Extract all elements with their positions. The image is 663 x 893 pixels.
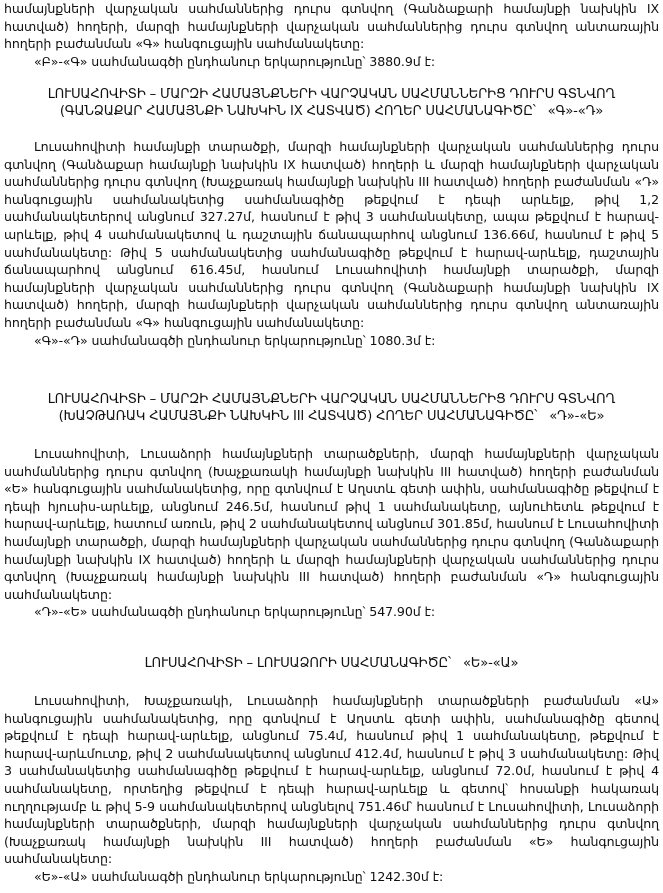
section-g-d (4, 86, 659, 349)
heading-line-2: (ԽԱՉԹԱՌԱԿ ՀԱՄԱՅՆՔԻ ՆԱԽԿԻՆ III ՀԱՏՎԱԾ) ՀՈՂԵՐ ՍԱՀՄԱՆԱԳԻԾԸ՝ (58, 409, 538, 424)
section-heading (4, 391, 659, 425)
intro-paragraph: համայնքների վարչական սահմաններից դուրս գտնվող (Գանձաքարի համայնքի նախկին IX հատված) հողերի, մարզի համայնքների վարչական սահմաններից դուրս գտնվող անտառային հողերի բաժանման «Գ» հանգուցային սահմանակետը: (4, 1, 659, 52)
intro-length-line: «Բ»-«Գ» սահմանագծի ընդհանուր երկարությունը՝ 3880.9մ է: (34, 53, 436, 69)
section-paragraph: Լուսահովիտի համայնքի տարածքի, մարզի համայնքների վարչական սահմաններից դուրս գտնվող (Գանձաքար համայնքի նախկին IX հատված) հողերի և մարզի համայնքների վարչական սահմաններից դուրս գտնվող (Խաչքառակ համայնքի նախկին III հատված) հողերի բաժանման «Դ» հանգուցային սահմանակետից սահմանագիծը թեքվում է դեպի արևելք, թիվ 1,2 սահմանակետերով անցնում 327.27մ, հասնում է թիվ 3 սահմանակետը, ապա թեքվում է հարավ-արևելք, թիվ 4 սահմանակետով և դաշտային ճանապարհով անցնում 136.66մ, հասնում է թիվ 5 սահմանակետը: Թիվ 5 սահմանակետից սահմանագիծը թեքվում է հարավ-արևելք, դաշտային ճանապարհով անցնում 616.45մ, հասնում Լուսահովիտի համայնքի տարածքի, մարզի համայնքների վարչական սահմաններից դուրս գտնվող (Գանձաքարի համայնքի նախկին IX հատված) հողերի, մարզի համայնքների վարչական սահմաններից դուրս գտնվող անտառային հողերի բաժանման «Գ» հանգուցային սահմանակետը: (4, 139, 659, 330)
intro-section (4, 0, 659, 70)
section-length-line: «Դ»-«Ե» սահմանագծի ընդհանուր երկարությունը՝ 547.90մ է: (34, 604, 436, 620)
heading-line-1: ԼՈՒՍԱՀՈՎԻՏԻ – ՄԱՐԶԻ ՀԱՄԱՅՆՔՆԵՐԻ ՎԱՐՉԱԿԱՆ ՍԱՀՄԱՆՆԵՐԻՑ ԴՈՒՐՍ ԳՏՆՎՈՂ (47, 87, 616, 102)
section-length-line: «Ե»-«Ա» սահմանագծի ընդհանուր երկարությունը՝ 1242.30մ է: (34, 868, 444, 884)
section-paragraph: Լուսահովիտի, Խաչքառակի, Լուսաձորի համայնքների տարածքների բաժանման «Ա» հանգուցային սահմանակետից, որը գտնվում է Աղստև գետի ափին, սահմանագիծը գետով թեքվում է դեպի հարավ-արևելք, անցնում 75.4մ, հասնում թիվ 1 սահմանակետը, թեքվում է հարավ-արևմուտք, թիվ 2 սահմանակետով անցնում 412.4մ, հասնում է թիվ 3 սահմանակետը: Թիվ 3 սահմանակետից սահմանագիծը թեքվում է հարավ-արևելք, անցնում 72.0մ, հասնում է թիվ 4 սահմանակետը, որտեղից թեքվում է դեպի հարավ-արևելք և գետով՝ հոսանքի հակառակ ուղղությամբ և թիվ 5-9 սահմանակետերով անցնելով 751.46մ՝ հասնում է Լուսահովիտի, Լուսաձորի համայնքների տարածքների, մարզի համայնքների վարչական սահմաններից դուրս գտնվող (Խաչքառակ համայնքի նախկին III հատված) հողերի բաժանման «Ե» հանգուցային սահմանակետը: (4, 693, 659, 867)
heading-line-1: ԼՈՒՍԱՀՈՎԻՏԻ – ՄԱՐԶԻ ՀԱՄԱՅՆՔՆԵՐԻ ՎԱՐՉԱԿԱՆ ՍԱՀՄԱՆՆԵՐԻՑ ԴՈՒՐՍ ԳՏՆՎՈՂ (47, 392, 616, 407)
section-e-a (4, 655, 659, 886)
heading-line-2: (ԳԱՆՁԱՔԱՐ ՀԱՄԱՅՆՔԻ ՆԱԽԿԻՆ IX ՀԱՏՎԱԾ) ՀՈՂԵՐ ՍԱՀՄԱՆԱԳԻԾԸ՝ (59, 104, 536, 119)
boundary-code: «Ե»-«Ա» (462, 656, 519, 671)
section-heading (4, 655, 659, 672)
heading-line-1: ԼՈՒՍԱՀՈՎԻՏԻ – ԼՈՒՍԱՁՈՐԻ ՍԱՀՄԱՆԱԳԻԾԸ՝ (144, 656, 451, 671)
section-d-e (4, 391, 659, 621)
section-length-line: «Գ»-«Դ» սահմանագծի ընդհանուր երկարությունը՝ 1080.3մ է: (34, 332, 436, 348)
section-paragraph: Լուսահովիտի, Լուսաձորի համայնքների տարածքների, մարզի համայնքների վարչական սահմաններից դուրս գտնվող (Խաչքառակի համայնքի նախկին III հատված) հողերի բաժանման «Ե» հանգուցային սահմանակետից, որը գտնվում է Աղստև գետի ափին, սահմանագիծը թեքվում է դեպի հյուսիս-արևելք, անցնում 246.5մ, հասնում թիվ 1 սահմանակետը, այնուհետև թեքվում է հարավ-արևելք, հատում առուն, թիվ 2 սահմանակետով անցնում 301.85մ, հասնում է Լուսահովիտի համայնքի տարածքի, մարզի համայնքների վարչական սահմաններից դուրս գտնվող (Գանձաքարի համայնքի նախկին IX հատված) հողերի և մարզի համայնքների վարչական սահմաններից դուրս գտնվող (Խաչքառակ համայնքի նախկին III հատված) հողերի բաժանման «Դ» հանգուցային սահմանակետը: (4, 446, 659, 602)
boundary-code: «Գ»-«Դ» (547, 104, 604, 119)
section-heading (4, 86, 659, 120)
boundary-code: «Դ»-«Ե» (549, 409, 605, 424)
